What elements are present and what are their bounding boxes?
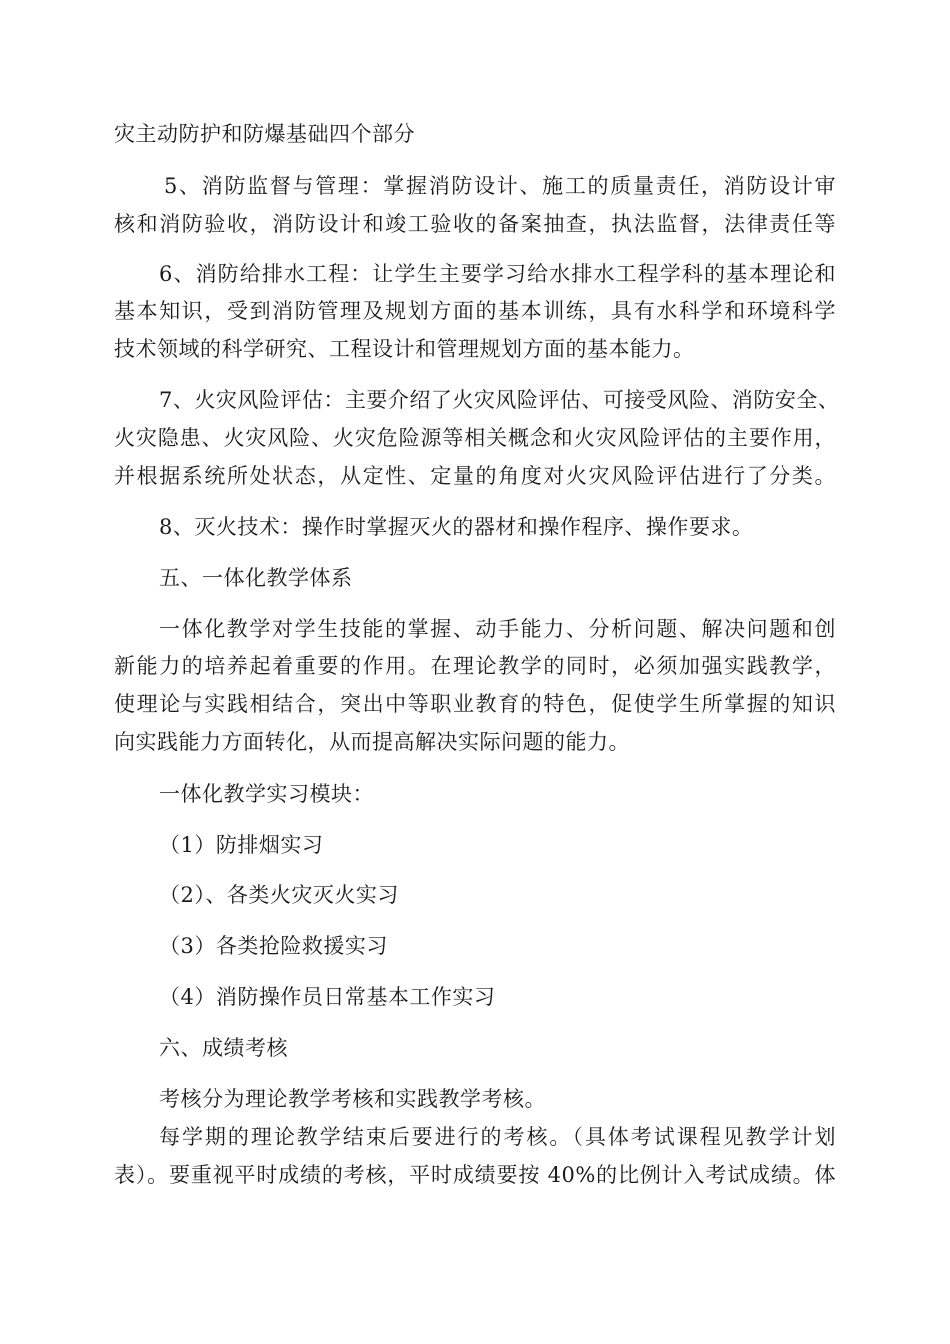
paragraph-line: 新能力的培养起着重要的作用。在理论教学的同时，必须加强实践教学，	[114, 654, 836, 678]
paragraph-line: 5、消防监督与管理：掌握消防设计、施工的质量责任，消防设计审	[164, 174, 836, 198]
paragraph-line: 并根据系统所处状态，从定性、定量的角度对火灾风险评估进行了分类。	[114, 464, 836, 488]
section-heading: 六、成绩考核	[159, 1036, 288, 1060]
paragraph-line: 一体化教学对学生技能的掌握、动手能力、分析问题、解决问题和创	[159, 617, 836, 641]
section-heading: 五、一体化教学体系	[159, 566, 353, 590]
paragraph-line: 表）。要重视平时成绩的考核，平时成绩要按 40%的比例计入考试成绩。体	[114, 1163, 836, 1187]
paragraph-line: 每学期的理论教学结束后要进行的考核。（具体考试课程见教学计划	[159, 1125, 836, 1149]
paragraph-line: 6、消防给排水工程：让学生主要学习给水排水工程学科的基本理论和	[159, 262, 836, 286]
list-item: （1）防排烟实习	[159, 833, 324, 857]
paragraph-line: 向实践能力方面转化，从而提高解决实际问题的能力。	[114, 730, 630, 754]
list-item: （4）消防操作员日常基本工作实习	[159, 985, 496, 1009]
list-item: （2）、各类火灾灭火实习	[159, 883, 399, 907]
paragraph-line: 使理论与实践相结合，突出中等职业教育的特色，促使学生所掌握的知识	[114, 692, 836, 716]
paragraph-line: 基本知识，受到消防管理及规划方面的基本训练，具有水科学和环境科学	[114, 299, 836, 323]
paragraph-line: 考核分为理论教学考核和实践教学考核。	[159, 1087, 546, 1111]
paragraph-line: 8、灭火技术：操作时掌握灭火的器材和操作程序、操作要求。	[159, 515, 754, 539]
paragraph-line: 火灾隐患、火灾风险、火灾危险源等相关概念和火灾风险评估的主要作用，	[114, 426, 836, 450]
paragraph-line: 灾主动防护和防爆基础四个部分	[114, 122, 415, 146]
list-item: （3）各类抢险救援实习	[159, 934, 388, 958]
paragraph-line: 核和消防验收，消防设计和竣工验收的备案抽查，执法监督，法律责任等	[114, 212, 836, 236]
paragraph-line: 技术领域的科学研究、工程设计和管理规划方面的基本能力。	[114, 337, 695, 361]
paragraph-line: 7、火灾风险评估：主要介绍了火灾风险评估、可接受风险、消防安全、	[159, 388, 840, 412]
paragraph-line: 一体化教学实习模块：	[159, 782, 374, 806]
